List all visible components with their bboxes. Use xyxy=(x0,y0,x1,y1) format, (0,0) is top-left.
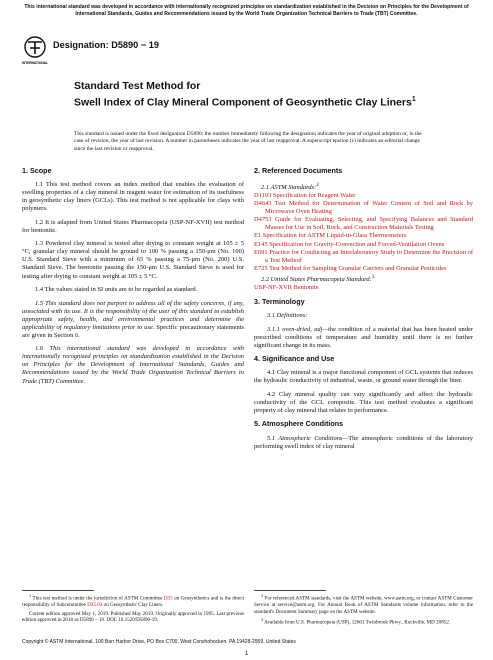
reference-title[interactable]: Specification for Reagent Water xyxy=(271,192,356,200)
reference-item[interactable] xyxy=(254,232,473,240)
title-footnote-mark: 1 xyxy=(411,96,416,103)
para-1-1: 1.1 This test method covers an index method that enables the evaluation of swelling properties of a clay mineral in reagent water for estimation of its usefulness in geosynthetic clay liners (GCLs). This test method is not applicable for clays with polymers. xyxy=(22,181,244,213)
footnote-3-text: Available from U.S. Pharmacopeia (USP), 12601 Twinbrook Pkwy., Rockville, MD 20852. xyxy=(264,619,451,626)
reference-code[interactable]: E1 xyxy=(254,232,262,240)
footnote-3: $^3$ Available from U.S. Pharmacopeia (USP), 12601 Twinbrook Pkwy., Rockville, MD 20852. xyxy=(261,616,451,626)
usp-sup: 3 xyxy=(371,273,375,280)
para-1-2: 1.2 It is adapted from United States Pharmacopeia (USP-NF-XVII) test method for bentonite. xyxy=(22,218,244,234)
standard-issuance-note: This standard is issued under the fixed designation D5890; the number immediately following the designation indicates the year of original adoption or, in the case of revision, the year of last revision. A number in parentheses indicates the year of last reapproval. A superscript epsilon (ε) indicates an editorial change since the last revision or reapproval. xyxy=(74,131,422,152)
reference-title[interactable]: Specification for Gravity-Convection and Forced-Ventilation Ovens xyxy=(267,240,445,248)
footnote-rule-left xyxy=(22,590,94,591)
reference-list xyxy=(254,192,473,272)
standard-notice: This international standard was developed in accordance with internationally recognized principles on standardization established in the Decision on Principles for the Development of International Standards, Guides and Recommendations issued by the World Trade Organization Technical Barriers to Trade (TBT) Committee. xyxy=(24,4,469,17)
section-8-link[interactable]: 8 xyxy=(74,331,79,339)
para-3-1-1 xyxy=(254,326,473,350)
reference-title[interactable]: Test Method for Sampling Granular Carriers and Granular Pesticides xyxy=(267,264,447,272)
title-line-1: Standard Test Method for xyxy=(74,80,201,92)
right-column xyxy=(254,167,473,456)
section-atmosphere-heading: 5. Atmosphere Conditions xyxy=(254,419,344,429)
document-title xyxy=(74,80,434,110)
reference-item[interactable] xyxy=(254,249,473,265)
para-1-6: 1.6 This international standard was developed in accordance with internationally recognized principles on standardization established in the Decision on Principles for the Development of International Standards, Guides and Recommendations issued by the World Trade Organization Technical Barriers to Trade (TBT) Committee. xyxy=(22,345,244,385)
term-atmospheric: 5.1 Atmospheric Conditions— xyxy=(267,434,349,442)
astm-label-text: 2.1 ASTM Standards: xyxy=(261,184,317,192)
astm-standards-label xyxy=(254,181,473,192)
page-number: 1 xyxy=(244,651,249,657)
reference-item[interactable] xyxy=(254,192,473,200)
para-1-4: 1.4 The values stated in SI units are to be regarded as standard. xyxy=(35,286,198,294)
reference-title[interactable]: Practice for Conducting an Interlaboratory Study to Determine the Precision of a Test Method xyxy=(265,248,473,264)
reference-title[interactable]: Specification for ASTM Liquid-in-Glass Thermometers xyxy=(261,232,407,240)
para-1-5-end: . xyxy=(78,331,80,339)
copyright-line: Copyright © ASTM International, 100 Barr Harbor Drive, PO Box C700, West Conshohocken, PA 19428-2959. United States xyxy=(22,639,296,645)
reference-item[interactable] xyxy=(254,241,473,249)
usp-standard-label xyxy=(254,273,473,284)
reference-code[interactable]: E145 xyxy=(254,240,268,248)
reference-code[interactable]: E725 xyxy=(254,264,268,272)
para-1-3: 1.3 Powdered clay mineral is tested after drying to constant weight at 105 ± 5 °C; granular clay mineral should be ground to 100 % passing a 150-μm (No. 100) U.S. Standard Sieve with a minimum of 65 % passing a 75-μm (No. 200) U.S. Standard Sieve. The bentonite passing the 150-μm U.S. Standard Sieve is used for testing after drying to constant weight at 105 ± 5 °C. xyxy=(22,240,244,280)
usp-label-text: 2.2 United States Pharmacopeia Standard: xyxy=(261,275,372,283)
reference-title[interactable]: Test Method for Determination of Water Content of Soil and Rock by Microwave Oven Heating xyxy=(265,200,473,216)
footnote-rule-right xyxy=(254,590,326,591)
usp-title[interactable]: Bentonite xyxy=(293,283,319,291)
term-oven-dried: 3.1.1 oven-dried, adj— xyxy=(267,325,329,333)
para-1-5-tail: Specific precautionary statements are given in Section xyxy=(22,323,245,339)
para-1-5 xyxy=(22,300,244,340)
term-definition: the condition of a material that has been heated under prescribed conditions of temperature and humidity until there is no further significant change in its mass. xyxy=(254,325,473,349)
reference-code[interactable]: D1193 xyxy=(254,192,272,200)
footnote-2: $^2$ For referenced ASTM standards, visit the ASTM website, www.astm.org, or contact ASTM Customer Service at service@astm.org. For Annual Book of ASTM Standards volume information, refer to the standard's Document Summary page on the ASTM website. xyxy=(254,593,473,615)
section-scope-heading: 1. Scope xyxy=(22,166,52,175)
astm-sup: 2 xyxy=(316,182,319,189)
footnote-2-text: For referenced ASTM standards, visit the ASTM website, www.astm.org, or contact ASTM Customer Service at service@astm.org. For Annual Book of ASTM Standards volume information, refer to the standard's Document Summary page on the ASTM website. xyxy=(254,595,473,615)
committee-d35-link[interactable]: D35 xyxy=(163,595,173,602)
reference-item[interactable] xyxy=(254,200,473,216)
usp-code[interactable]: USP-NF-XVII xyxy=(254,283,292,291)
logo-text: INTERNATIONAL xyxy=(22,61,48,65)
para-4-2: 4.2 Clay mineral quality can vary significantly and affect the hydraulic conductivity of the GCL composite. This test method evaluates a significant property of clay mineral that relates to performance. xyxy=(254,390,473,414)
title-main: Swell Index of Clay Mineral Component of Geosynthetic Clay Liners xyxy=(74,96,412,109)
section-terminology-heading: 3. Terminology xyxy=(254,296,305,306)
left-column xyxy=(22,167,244,391)
reference-item[interactable] xyxy=(254,265,473,273)
title-line-2 xyxy=(74,93,434,110)
footnotes-right xyxy=(254,593,473,628)
atmospheric-text: The atmospheric conditions of the laboratory performing swell index of clay mineral xyxy=(254,434,473,450)
astm-logo xyxy=(24,36,46,67)
section-references-heading: 2. Referenced Documents xyxy=(254,166,343,175)
para-4-1: 4.1 Clay mineral is a major functional component of GCL systems that reduces the hydraulic conductivity of industrial, waste, or ground water through the liner. xyxy=(254,369,473,385)
para-1-5-italic: 1.5 This standard does not purport to address all of the safety concerns, if any, associated with its use. It is the responsibility of the user of this standard to establish appropriate safety, health, and environmental practices and determine the applicability of regulatory limitations prior to use. xyxy=(22,299,244,331)
para-5-1 xyxy=(254,435,473,451)
reference-title[interactable]: Guide for Evaluating, Selecting, and Specifying Balances and Standard Masses for Use in Soil, Rock, and Construction Materials Testing xyxy=(265,216,473,232)
footnotes-left xyxy=(22,593,244,625)
para-3-1: 3.1 Definitions: xyxy=(267,311,308,319)
footnote-1-c: on Geosynthetic Clay Liners. xyxy=(102,602,164,609)
reference-code[interactable]: D4643 xyxy=(254,200,272,208)
section-significance-heading: 4. Significance and Use xyxy=(254,354,335,364)
subcommittee-link[interactable]: D35.04 xyxy=(87,602,103,609)
footnote-1: $^1$ This test method is under the jurisdiction of ASTM Committee D35 on Geosynthetics and is the direct responsibility of Subcommittee D35.04 on Geosynthetic Clay Liners. xyxy=(22,593,244,609)
reference-code[interactable]: D4753 xyxy=(254,216,272,224)
usp-reference[interactable] xyxy=(254,284,473,292)
footnote-1-edition: Current edition approved May 1, 2019. Published May 2019. Originally approved in 1995. Last previous edition approved in 2018 as D5890 – 18. DOI: 10.1520/D5890-19. xyxy=(22,610,244,623)
footnote-1-b: on Geosynthetics and is the direct responsibility of Subcommittee xyxy=(22,595,244,609)
designation: Designation: D5890 − 19 xyxy=(53,40,159,50)
reference-code[interactable]: E691 xyxy=(254,248,268,256)
reference-item[interactable] xyxy=(254,216,473,232)
footnote-1-a: This test method is under the jurisdiction of ASTM Committee xyxy=(32,595,164,602)
